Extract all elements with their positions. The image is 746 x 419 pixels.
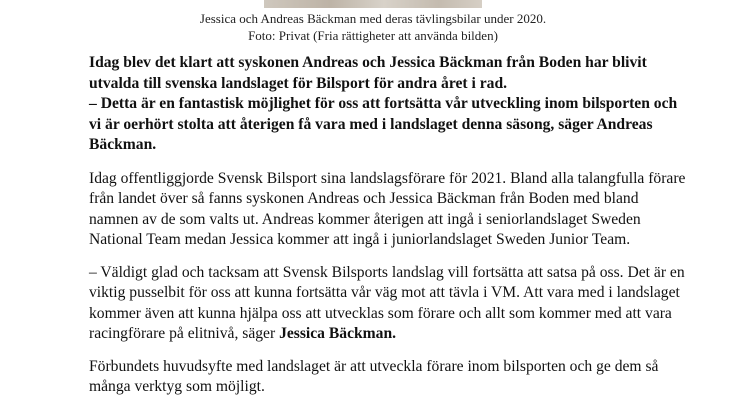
article-body [89, 53, 689, 410]
photo-credit: Foto: Privat (Fria rättigheter att använda bilden) [248, 28, 498, 43]
paragraph-purpose: Förbundets huvudsyfte med landslaget är att utveckla förare inom bilsporten och ge dem så många verktyg som möjligt. [89, 357, 659, 395]
photo-caption: Jessica och Andreas Bäckman med deras tävlingsbilar under 2020. [199, 11, 547, 26]
paragraph-announcement: Idag offentliggjorde Svensk Bilsport sina landslagsförare för 2021. Bland alla talangfulla förare från landet över så fanns syskonen Andreas och Jessica Bäckman från Boden med bland namnen av de som valts ut. Andreas kommer återigen att ingå i seniorlandslaget Sweden National Team medan Jessica kommer att ingå i juniorlandslaget Sweden Junior Team. [89, 169, 686, 248]
quote-text: – Väldigt glad och tacksam att Svensk Bilsports landslag vill fortsätta att satsa på oss. Det är en viktig pusselbit för oss att kunna fortsätta vår väg mot att tävla i VM. Att vara med i landslaget kommer även att kunna hjälpa oss att utvecklas som förare och allt som kommer med att vara racingförare på elitnivå, säger [89, 263, 685, 342]
lead-quote: – Detta är en fantastisk möjlighet för oss att fortsätta vår utveckling inom bilsporten och vi är oerhört stolta att återigen få vara med i landslaget denna säsong, säger Andreas Bäckman. [89, 95, 678, 153]
quote-speaker: Jessica Bäckman. [279, 325, 397, 342]
paragraph-quote [89, 263, 689, 345]
lead-text: Idag blev det klart att syskonen Andreas och Jessica Bäckman från Boden har blivit utvalda till svenska landslaget för Bilsport för andra året i rad. [89, 54, 647, 92]
article-photo [264, 0, 482, 8]
article-lead [89, 53, 689, 156]
